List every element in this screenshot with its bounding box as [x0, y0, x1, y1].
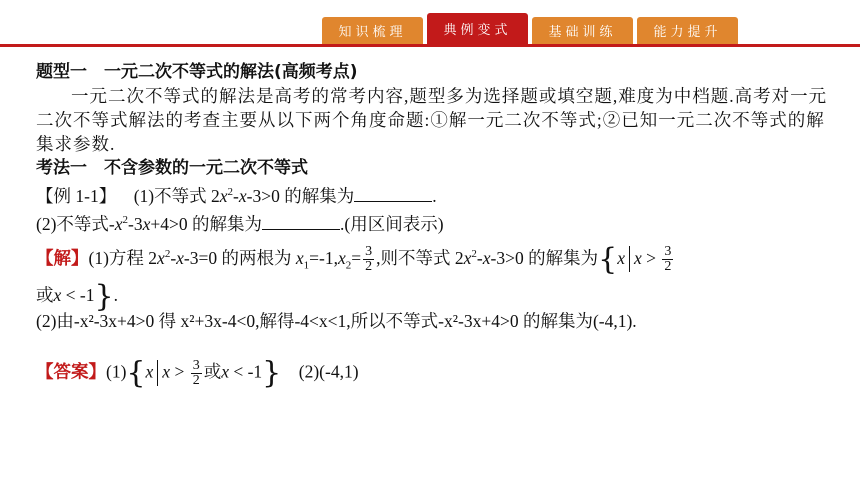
- answer-label: 【答案】: [36, 362, 106, 383]
- example-question-2: (2)不等式$-x^2-3x+4>0$ 的解集为 .(用区间表示): [36, 213, 444, 234]
- intro-paragraph: 一元二次不等式的解法是高考的常考内容,题型多为选择题或填空题,难度为中档题.高考对一元二次不等式解法的考查主要从以下两个角度命题:①解一元二次不等式;②已知一元二次不等式的解集求参数.: [36, 86, 828, 154]
- answer-line: 【答案】(1){x x > $\frac{3}{2}$ 或x < -1} (2)(-4,1): [36, 355, 359, 391]
- tab-examples[interactable]: 典例变式: [427, 13, 528, 44]
- header-rule: [0, 44, 860, 47]
- solution-label: 【解】: [36, 248, 89, 269]
- tab-advanced[interactable]: 能力提升: [637, 17, 738, 44]
- fraction-3-2: $\frac{3}{2}$: [365, 243, 373, 274]
- answer-blank-1[interactable]: [354, 185, 432, 202]
- solution-line-2: (2)由-x²-3x+4>0 得 x²+3x-4<0,解得-4<x<1,所以不等式-x²-3x+4>0 的解集为(-4,1).: [36, 310, 637, 331]
- answer-blank-2[interactable]: [262, 213, 340, 230]
- solution-line-1b: 或x < -1}.: [36, 278, 118, 314]
- example-question-1: 【例 1-1】 (1)不等式 $2x^2-x-3>0$ 的解集为 .: [36, 185, 437, 206]
- tab-bar: [322, 17, 738, 44]
- solution-line-1: 【解】(1)方程 $2x^2-x-3=0$ 的两根为 $x_1=-1,x_2=$ $\frac{3}{2}$ ,则不等式 $2x^2-x-3>0$ 的解集为{x x > $\frac{3}{2}$: [36, 241, 672, 277]
- lesson-content: [36, 60, 836, 391]
- top-nav: [0, 0, 860, 48]
- section-title: 题型一 一元二次不等式的解法(高频考点): [36, 62, 358, 82]
- tab-knowledge[interactable]: 知识梳理: [322, 17, 423, 44]
- tab-basic-training[interactable]: 基础训练: [532, 17, 633, 44]
- method-title: 考法一 不含参数的一元二次不等式: [36, 158, 308, 178]
- example-label: 【例 1-1】: [36, 185, 117, 206]
